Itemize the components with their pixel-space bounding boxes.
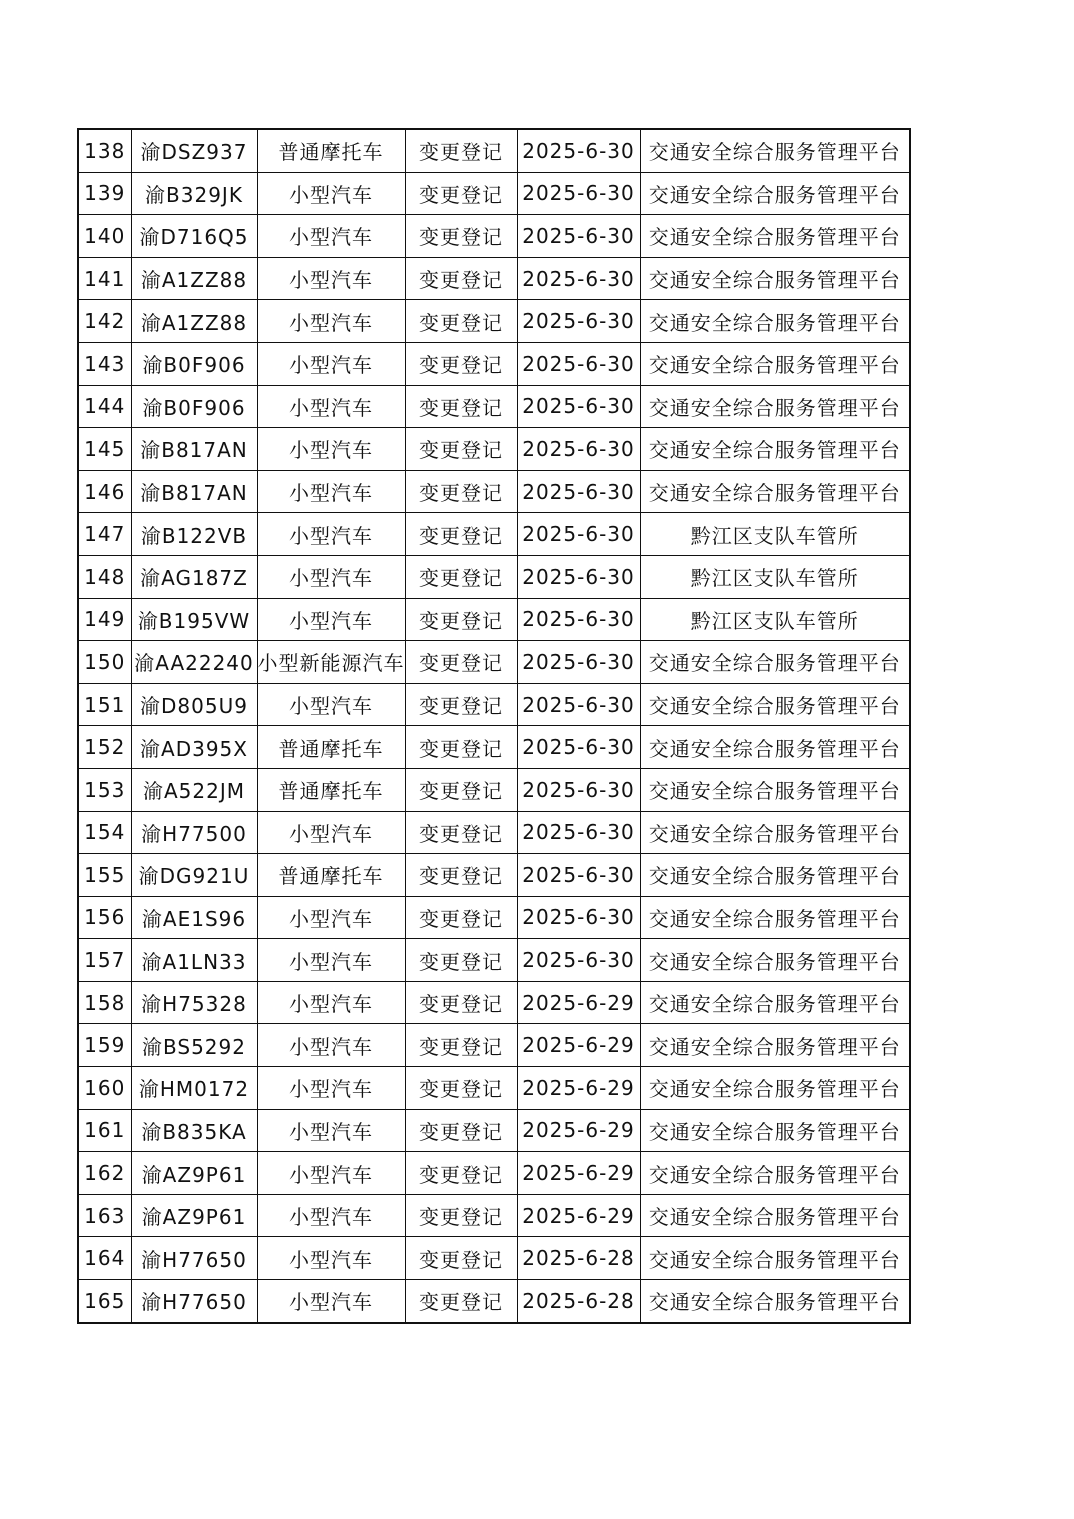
office-cell: 黔江区支队车管所	[640, 513, 910, 556]
date-cell: 2025-6-30	[517, 428, 640, 471]
date-cell: 2025-6-30	[517, 172, 640, 215]
table-row	[78, 172, 910, 215]
plate-number-cell: 渝H77650	[131, 1237, 257, 1280]
table-row	[78, 513, 910, 556]
plate-number-cell: 渝DSZ937	[131, 129, 257, 172]
plate-number-cell: 渝A1LN33	[131, 939, 257, 982]
vehicle-type-cell: 小型汽车	[257, 257, 405, 300]
operation-cell: 变更登记	[405, 129, 517, 172]
table-row	[78, 896, 910, 939]
date-cell: 2025-6-29	[517, 1194, 640, 1237]
plate-number-cell: 渝AD395X	[131, 726, 257, 769]
vehicle-type-cell: 小型汽车	[257, 1024, 405, 1067]
office-cell: 交通安全综合服务管理平台	[640, 172, 910, 215]
row-number-cell: 161	[78, 1109, 131, 1152]
vehicle-type-cell: 小型汽车	[257, 428, 405, 471]
table-row	[78, 726, 910, 769]
plate-number-cell: 渝A522JM	[131, 768, 257, 811]
date-cell: 2025-6-30	[517, 598, 640, 641]
row-number-cell: 147	[78, 513, 131, 556]
operation-cell: 变更登记	[405, 1109, 517, 1152]
plate-number-cell: 渝B817AN	[131, 428, 257, 471]
office-cell: 交通安全综合服务管理平台	[640, 470, 910, 513]
operation-cell: 变更登记	[405, 896, 517, 939]
operation-cell: 变更登记	[405, 513, 517, 556]
office-cell: 交通安全综合服务管理平台	[640, 1152, 910, 1195]
date-cell: 2025-6-29	[517, 1024, 640, 1067]
vehicle-type-cell: 普通摩托车	[257, 129, 405, 172]
office-cell: 交通安全综合服务管理平台	[640, 129, 910, 172]
date-cell: 2025-6-29	[517, 1109, 640, 1152]
operation-cell: 变更登记	[405, 257, 517, 300]
vehicle-type-cell: 小型汽车	[257, 555, 405, 598]
vehicle-type-cell: 小型汽车	[257, 598, 405, 641]
row-number-cell: 157	[78, 939, 131, 982]
table-row	[78, 683, 910, 726]
vehicle-type-cell: 普通摩托车	[257, 726, 405, 769]
plate-number-cell: 渝B122VB	[131, 513, 257, 556]
vehicle-type-cell: 小型汽车	[257, 215, 405, 258]
operation-cell: 变更登记	[405, 470, 517, 513]
row-number-cell: 158	[78, 981, 131, 1024]
office-cell: 交通安全综合服务管理平台	[640, 215, 910, 258]
date-cell: 2025-6-30	[517, 513, 640, 556]
table-row	[78, 981, 910, 1024]
plate-number-cell: 渝H75328	[131, 981, 257, 1024]
plate-number-cell: 渝AZ9P61	[131, 1194, 257, 1237]
operation-cell: 变更登记	[405, 385, 517, 428]
operation-cell: 变更登记	[405, 215, 517, 258]
table-row	[78, 1237, 910, 1280]
row-number-cell: 146	[78, 470, 131, 513]
date-cell: 2025-6-30	[517, 811, 640, 854]
row-number-cell: 144	[78, 385, 131, 428]
records-table	[77, 128, 911, 1324]
row-number-cell: 165	[78, 1280, 131, 1323]
operation-cell: 变更登记	[405, 854, 517, 897]
plate-number-cell: 渝A1ZZ88	[131, 300, 257, 343]
date-cell: 2025-6-30	[517, 939, 640, 982]
plate-number-cell: 渝B329JK	[131, 172, 257, 215]
date-cell: 2025-6-29	[517, 1152, 640, 1195]
table-row	[78, 555, 910, 598]
table-row	[78, 768, 910, 811]
office-cell: 黔江区支队车管所	[640, 598, 910, 641]
date-cell: 2025-6-30	[517, 854, 640, 897]
row-number-cell: 143	[78, 342, 131, 385]
table-row	[78, 598, 910, 641]
office-cell: 交通安全综合服务管理平台	[640, 939, 910, 982]
row-number-cell: 155	[78, 854, 131, 897]
records-body	[78, 129, 910, 1323]
office-cell: 交通安全综合服务管理平台	[640, 683, 910, 726]
row-number-cell: 149	[78, 598, 131, 641]
office-cell: 交通安全综合服务管理平台	[640, 342, 910, 385]
row-number-cell: 159	[78, 1024, 131, 1067]
row-number-cell: 163	[78, 1194, 131, 1237]
vehicle-type-cell: 小型汽车	[257, 342, 405, 385]
row-number-cell: 164	[78, 1237, 131, 1280]
operation-cell: 变更登记	[405, 1024, 517, 1067]
row-number-cell: 150	[78, 641, 131, 684]
operation-cell: 变更登记	[405, 641, 517, 684]
plate-number-cell: 渝B0F906	[131, 385, 257, 428]
office-cell: 交通安全综合服务管理平台	[640, 1109, 910, 1152]
office-cell: 交通安全综合服务管理平台	[640, 1237, 910, 1280]
plate-number-cell: 渝D805U9	[131, 683, 257, 726]
operation-cell: 变更登记	[405, 1280, 517, 1323]
vehicle-type-cell: 小型汽车	[257, 683, 405, 726]
date-cell: 2025-6-29	[517, 1067, 640, 1110]
table-row	[78, 811, 910, 854]
office-cell: 交通安全综合服务管理平台	[640, 811, 910, 854]
date-cell: 2025-6-30	[517, 385, 640, 428]
operation-cell: 变更登记	[405, 811, 517, 854]
table-row	[78, 342, 910, 385]
row-number-cell: 140	[78, 215, 131, 258]
plate-number-cell: 渝B817AN	[131, 470, 257, 513]
table-row	[78, 300, 910, 343]
office-cell: 交通安全综合服务管理平台	[640, 1280, 910, 1323]
plate-number-cell: 渝AG187Z	[131, 555, 257, 598]
plate-number-cell: 渝D716Q5	[131, 215, 257, 258]
operation-cell: 变更登记	[405, 683, 517, 726]
operation-cell: 变更登记	[405, 1067, 517, 1110]
plate-number-cell: 渝AA22240	[131, 641, 257, 684]
row-number-cell: 139	[78, 172, 131, 215]
plate-number-cell: 渝B835KA	[131, 1109, 257, 1152]
office-cell: 交通安全综合服务管理平台	[640, 854, 910, 897]
plate-number-cell: 渝AZ9P61	[131, 1152, 257, 1195]
date-cell: 2025-6-30	[517, 257, 640, 300]
row-number-cell: 153	[78, 768, 131, 811]
table-row	[78, 939, 910, 982]
date-cell: 2025-6-30	[517, 641, 640, 684]
vehicle-type-cell: 小型汽车	[257, 896, 405, 939]
office-cell: 交通安全综合服务管理平台	[640, 257, 910, 300]
row-number-cell: 152	[78, 726, 131, 769]
operation-cell: 变更登记	[405, 1237, 517, 1280]
date-cell: 2025-6-30	[517, 683, 640, 726]
table-row	[78, 1109, 910, 1152]
date-cell: 2025-6-28	[517, 1237, 640, 1280]
vehicle-type-cell: 小型汽车	[257, 470, 405, 513]
operation-cell: 变更登记	[405, 768, 517, 811]
date-cell: 2025-6-29	[517, 981, 640, 1024]
row-number-cell: 154	[78, 811, 131, 854]
vehicle-type-cell: 小型汽车	[257, 1280, 405, 1323]
office-cell: 交通安全综合服务管理平台	[640, 428, 910, 471]
table-row	[78, 215, 910, 258]
office-cell: 黔江区支队车管所	[640, 555, 910, 598]
plate-number-cell: 渝HM0172	[131, 1067, 257, 1110]
vehicle-type-cell: 小型汽车	[257, 1067, 405, 1110]
plate-number-cell: 渝B0F906	[131, 342, 257, 385]
vehicle-type-cell: 小型汽车	[257, 1194, 405, 1237]
row-number-cell: 145	[78, 428, 131, 471]
table-row	[78, 129, 910, 172]
vehicle-type-cell: 小型汽车	[257, 385, 405, 428]
operation-cell: 变更登记	[405, 342, 517, 385]
table-row	[78, 1194, 910, 1237]
table-row	[78, 1024, 910, 1067]
date-cell: 2025-6-30	[517, 129, 640, 172]
row-number-cell: 148	[78, 555, 131, 598]
vehicle-type-cell: 小型汽车	[257, 981, 405, 1024]
vehicle-type-cell: 小型汽车	[257, 1237, 405, 1280]
plate-number-cell: 渝H77650	[131, 1280, 257, 1323]
plate-number-cell: 渝B195VW	[131, 598, 257, 641]
office-cell: 交通安全综合服务管理平台	[640, 1067, 910, 1110]
operation-cell: 变更登记	[405, 555, 517, 598]
date-cell: 2025-6-30	[517, 555, 640, 598]
operation-cell: 变更登记	[405, 428, 517, 471]
office-cell: 交通安全综合服务管理平台	[640, 768, 910, 811]
date-cell: 2025-6-30	[517, 726, 640, 769]
date-cell: 2025-6-30	[517, 768, 640, 811]
vehicle-type-cell: 小型新能源汽车	[257, 641, 405, 684]
office-cell: 交通安全综合服务管理平台	[640, 981, 910, 1024]
vehicle-type-cell: 小型汽车	[257, 172, 405, 215]
operation-cell: 变更登记	[405, 1152, 517, 1195]
operation-cell: 变更登记	[405, 300, 517, 343]
vehicle-type-cell: 小型汽车	[257, 300, 405, 343]
row-number-cell: 141	[78, 257, 131, 300]
date-cell: 2025-6-30	[517, 896, 640, 939]
plate-number-cell: 渝BS5292	[131, 1024, 257, 1067]
row-number-cell: 138	[78, 129, 131, 172]
table-row	[78, 428, 910, 471]
vehicle-type-cell: 小型汽车	[257, 811, 405, 854]
date-cell: 2025-6-30	[517, 342, 640, 385]
vehicle-type-cell: 小型汽车	[257, 1109, 405, 1152]
operation-cell: 变更登记	[405, 981, 517, 1024]
vehicle-type-cell: 小型汽车	[257, 939, 405, 982]
table-row	[78, 470, 910, 513]
operation-cell: 变更登记	[405, 172, 517, 215]
table-row	[78, 385, 910, 428]
office-cell: 交通安全综合服务管理平台	[640, 896, 910, 939]
row-number-cell: 162	[78, 1152, 131, 1195]
operation-cell: 变更登记	[405, 726, 517, 769]
table-row	[78, 257, 910, 300]
plate-number-cell: 渝DG921U	[131, 854, 257, 897]
plate-number-cell: 渝A1ZZ88	[131, 257, 257, 300]
table-row	[78, 1067, 910, 1110]
plate-number-cell: 渝AE1S96	[131, 896, 257, 939]
office-cell: 交通安全综合服务管理平台	[640, 726, 910, 769]
row-number-cell: 156	[78, 896, 131, 939]
office-cell: 交通安全综合服务管理平台	[640, 1194, 910, 1237]
date-cell: 2025-6-30	[517, 470, 640, 513]
office-cell: 交通安全综合服务管理平台	[640, 1024, 910, 1067]
table-row	[78, 641, 910, 684]
office-cell: 交通安全综合服务管理平台	[640, 641, 910, 684]
vehicle-type-cell: 小型汽车	[257, 1152, 405, 1195]
office-cell: 交通安全综合服务管理平台	[640, 385, 910, 428]
vehicle-type-cell: 普通摩托车	[257, 854, 405, 897]
row-number-cell: 151	[78, 683, 131, 726]
vehicle-type-cell: 小型汽车	[257, 513, 405, 556]
date-cell: 2025-6-30	[517, 215, 640, 258]
row-number-cell: 142	[78, 300, 131, 343]
date-cell: 2025-6-28	[517, 1280, 640, 1323]
operation-cell: 变更登记	[405, 1194, 517, 1237]
operation-cell: 变更登记	[405, 939, 517, 982]
table-row	[78, 1152, 910, 1195]
table-row	[78, 854, 910, 897]
plate-number-cell: 渝H77500	[131, 811, 257, 854]
table-row	[78, 1280, 910, 1323]
row-number-cell: 160	[78, 1067, 131, 1110]
operation-cell: 变更登记	[405, 598, 517, 641]
vehicle-type-cell: 普通摩托车	[257, 768, 405, 811]
date-cell: 2025-6-30	[517, 300, 640, 343]
office-cell: 交通安全综合服务管理平台	[640, 300, 910, 343]
